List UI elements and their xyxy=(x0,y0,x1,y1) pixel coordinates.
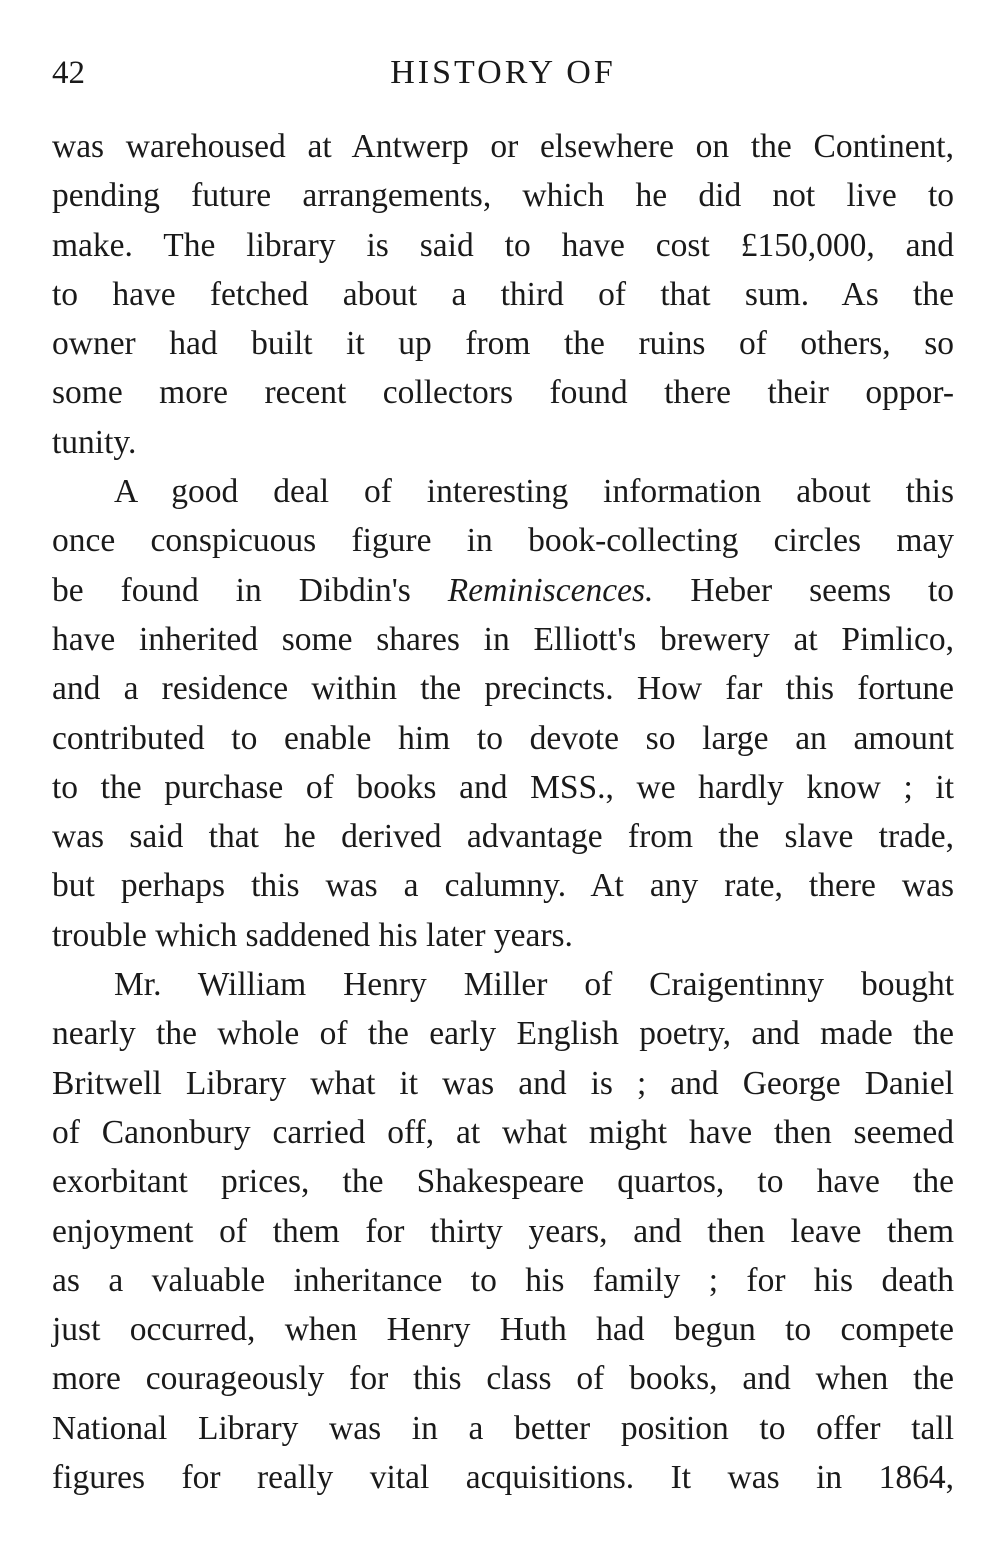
text-line: tunity. xyxy=(52,423,137,461)
italic-title: Reminiscences. xyxy=(447,571,654,609)
text-line: exorbitant prices, the Shakespeare quartos, to have the xyxy=(52,1163,954,1201)
text-line: and a residence within the precincts. How far this fortune xyxy=(52,670,954,708)
running-head xyxy=(52,50,954,96)
text-line: National Library was in a better position to offer tall xyxy=(52,1409,954,1447)
text-line: more courageously for this class of books, and when the xyxy=(52,1360,954,1398)
body-text xyxy=(52,122,954,1502)
text-line: pending future arrangements, which he did not live to xyxy=(52,177,954,215)
book-page xyxy=(52,50,954,1502)
text-segment: be found in Dibdin's xyxy=(52,571,448,609)
text-line: enjoyment of them for thirty years, and then leave them xyxy=(52,1212,954,1250)
page-number: 42 xyxy=(52,55,85,91)
text-line: once conspicuous figure in book-collecting circles may xyxy=(52,522,954,560)
text-line: was warehoused at Antwerp or elsewhere on the Continent, xyxy=(52,128,954,165)
text-line: contributed to enable him to devote so large an amount xyxy=(52,719,954,757)
text-line: but perhaps this was a calumny. At any rate, there was xyxy=(52,867,954,905)
text-line-with-italic xyxy=(52,566,954,615)
text-line: Mr. William Henry Miller of Craigentinny bought xyxy=(114,966,954,1004)
text-line: A good deal of interesting information about this xyxy=(114,473,954,511)
text-line: nearly the whole of the early English poetry, and made the xyxy=(52,1015,954,1053)
text-segment: Heber seems to xyxy=(653,571,955,609)
text-line: was said that he derived advantage from the slave trade, xyxy=(52,818,954,856)
text-line: make. The library is said to have cost £150,000, and xyxy=(52,226,954,264)
text-line: to have fetched about a third of that sum. As the xyxy=(52,275,954,313)
text-line: just occurred, when Henry Huth had begun to compete xyxy=(52,1311,954,1349)
text-line: trouble which saddened his later years. xyxy=(52,916,573,954)
text-line: to the purchase of books and MSS., we hardly know ; it xyxy=(52,768,954,806)
text-line: as a valuable inheritance to his family ; for his death xyxy=(52,1261,954,1299)
running-title: HISTORY OF xyxy=(390,54,616,91)
text-line: Britwell Library what it was and is ; and George Daniel xyxy=(52,1064,954,1102)
text-line: figures for really vital acquisitions. It was in 1864, xyxy=(52,1459,954,1497)
text-line: some more recent collectors found there their oppor- xyxy=(52,374,954,412)
text-line: of Canonbury carried off, at what might have then seemed xyxy=(52,1113,954,1151)
text-line: owner had built it up from the ruins of others, so xyxy=(52,325,954,363)
text-line: have inherited some shares in Elliott's brewery at Pimlico, xyxy=(52,620,954,658)
